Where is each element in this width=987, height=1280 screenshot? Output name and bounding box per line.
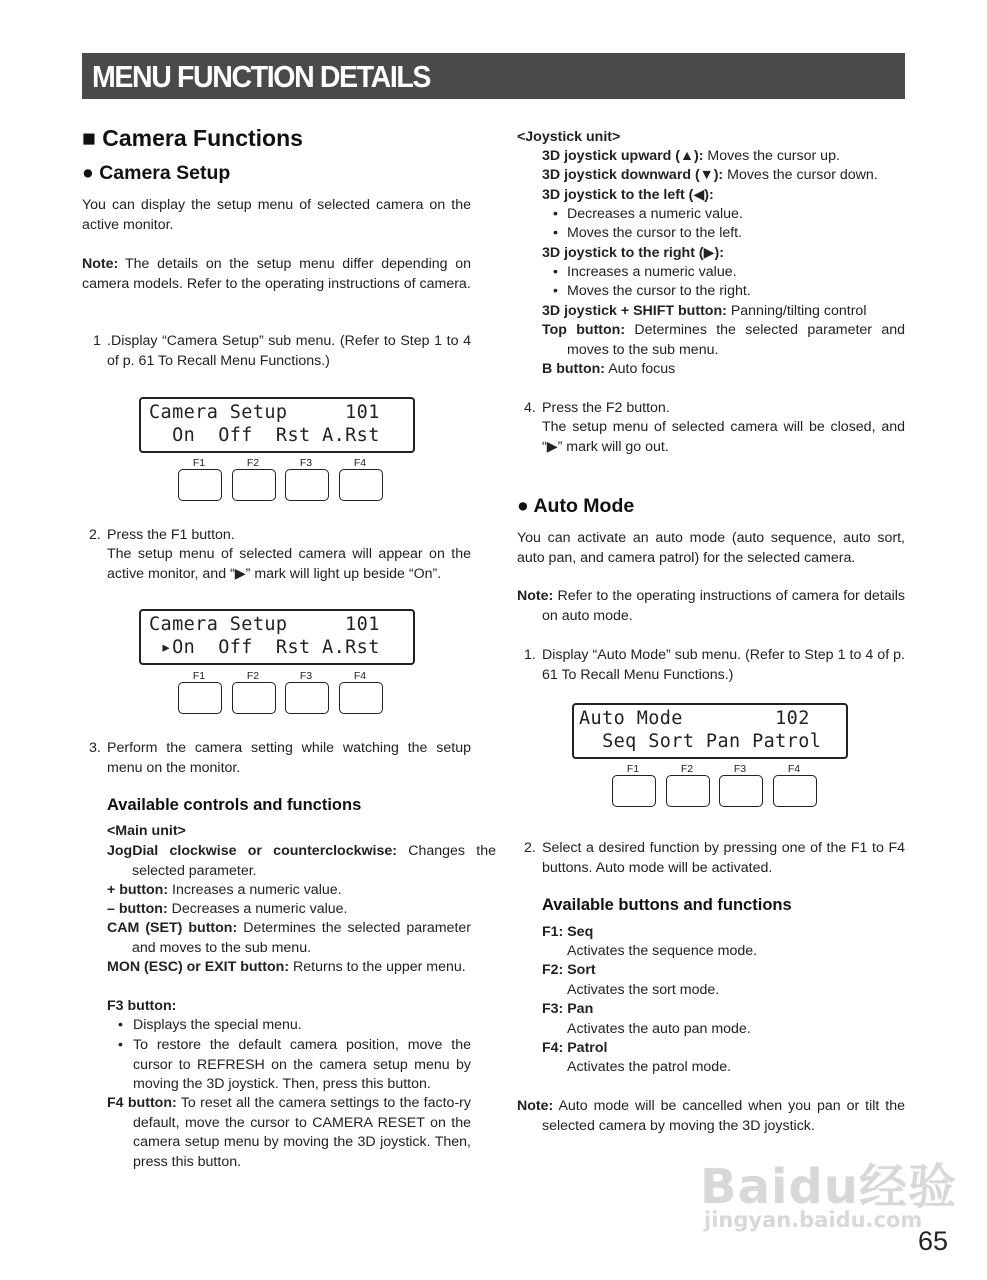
joystick-up-item: 3D joystick upward (▲): Moves the cursor up. xyxy=(542,148,840,164)
controls-title: Available controls and functions xyxy=(107,796,362,814)
auto-mode-note: Note: Refer to the operating instructions of camera for details on auto mode. xyxy=(517,588,906,624)
lcd-display-auto-mode xyxy=(572,703,848,759)
f3-label: F3 xyxy=(733,763,747,775)
f2-label: F2 xyxy=(246,457,260,469)
bullet-dot: • xyxy=(553,225,558,241)
lcd-line-2: On Off Rst A.Rst xyxy=(149,425,380,446)
joystick-left-bullet-2: Moves the cursor to the left. xyxy=(567,225,743,241)
joystick-right-bullet-2: Moves the cursor to the right. xyxy=(567,283,751,299)
f4-key xyxy=(773,775,817,807)
step1-text: .Display “Camera Setup” sub menu. (Refer to Step 1 to 4 of p. 61 To Recall Menu Functions.) xyxy=(107,333,471,369)
step4-text-1: Press the F2 button. xyxy=(542,400,670,416)
f4-patrol-label: F4: Patrol xyxy=(542,1040,608,1056)
f3-bullet-1: Displays the special menu. xyxy=(133,1017,302,1033)
f2-sort-label: F2: Sort xyxy=(542,962,596,978)
note-label: Note: xyxy=(82,256,119,272)
step4-number: 4. xyxy=(524,400,536,416)
step2-number: 2. xyxy=(89,527,101,543)
f1-key xyxy=(612,775,656,807)
subsection-title: ● Camera Setup xyxy=(82,162,231,184)
joystick-right-bullet-1: Increases a numeric value. xyxy=(567,264,737,280)
page-title: MENU FUNCTION DETAILS xyxy=(92,59,431,94)
f3-label: F3 xyxy=(299,457,313,469)
intro-text: You can display the setup menu of selected camera on the active monitor. xyxy=(82,197,471,233)
joystick-left-heading: 3D joystick to the left (◀): xyxy=(542,187,714,203)
bullet-dot: • xyxy=(118,1037,123,1053)
lcd-display-camera-setup-on xyxy=(139,609,415,665)
bullet-dot: • xyxy=(553,206,558,222)
f1-label: F1 xyxy=(192,457,206,469)
f4-key xyxy=(339,469,383,501)
joystick-shift-item: 3D joystick + SHIFT button: Panning/tilting control xyxy=(542,303,867,319)
joystick-left-bullet-1: Decreases a numeric value. xyxy=(567,206,743,222)
step3-text: Perform the camera setting while watching the setup menu on the monitor. xyxy=(107,740,471,776)
f1-seq-label: F1: Seq xyxy=(542,924,594,940)
baidu-watermark-url: jingyan.baidu.com xyxy=(704,1208,923,1232)
plus-button-item: + button: Increases a numeric value. xyxy=(107,882,342,898)
f2-label: F2 xyxy=(246,670,260,682)
main-unit-heading: <Main unit> xyxy=(107,823,186,839)
f4-label: F4 xyxy=(353,457,367,469)
f2-key xyxy=(666,775,710,807)
f4-label: F4 xyxy=(353,670,367,682)
f1-label: F1 xyxy=(192,670,206,682)
page-number: 65 xyxy=(918,1226,949,1256)
note-text: The details on the setup menu differ depending on camera models. Refer to the operating instructions of camera. xyxy=(82,256,471,292)
lcd-line-2: Seq Sort Pan Patrol xyxy=(579,731,822,752)
step1-number: 1 xyxy=(93,333,101,349)
b-button-item: B button: Auto focus xyxy=(542,361,676,377)
f2-key xyxy=(232,682,276,714)
lcd-line-1: Camera Setup 101 xyxy=(149,614,380,635)
f3-pan-label: F3: Pan xyxy=(542,1001,594,1017)
lcd-line-2: ▸On Off Rst A.Rst xyxy=(149,637,380,658)
f3-key xyxy=(285,682,329,714)
step2-text-1: Press the F1 button. xyxy=(107,527,235,543)
lcd-line-1: Camera Setup 101 xyxy=(149,402,380,423)
buttons-title: Available buttons and functions xyxy=(542,896,792,914)
f2-key xyxy=(232,469,276,501)
mon-esc-button-item: MON (ESC) or EXIT button: Returns to the upper menu. xyxy=(107,959,466,975)
auto-step2-number: 2. xyxy=(524,840,536,856)
jogdial-item: JogDial clockwise or counterclockwise: Changes the selected parameter. xyxy=(107,843,496,879)
joystick-unit-heading: <Joystick unit> xyxy=(517,129,621,145)
auto-mode-title: ● Auto Mode xyxy=(517,495,635,517)
f2-label: F2 xyxy=(680,763,694,775)
f1-seq-text: Activates the sequence mode. xyxy=(567,943,758,959)
lcd-display-camera-setup xyxy=(139,397,415,453)
baidu-watermark: Baidu经验 xyxy=(700,1159,957,1215)
f1-key xyxy=(178,682,222,714)
f3-label: F3 xyxy=(299,670,313,682)
section-title: ■ Camera Functions xyxy=(82,125,303,151)
f3-key xyxy=(285,469,329,501)
step2-text-2: The setup menu of selected camera will appear on the active monitor, and “▶” mark will light up beside “On”. xyxy=(107,546,471,582)
cam-set-button-item: CAM (SET) button: Determines the selected parameter and moves to the sub menu. xyxy=(107,920,471,956)
minus-button-item: – button: Decreases a numeric value. xyxy=(107,901,348,917)
joystick-right-heading: 3D joystick to the right (▶): xyxy=(542,245,724,261)
top-button-item: Top button: Determines the selected parameter and moves to the sub menu. xyxy=(542,322,905,358)
joystick-down-item: 3D joystick downward (▼): Moves the cursor down. xyxy=(542,167,878,183)
f1-key xyxy=(178,469,222,501)
header-bar xyxy=(82,53,905,99)
f3-key xyxy=(719,775,763,807)
step4-text-2: The setup menu of selected camera will be closed, and “▶” mark will go out. xyxy=(542,419,905,455)
f3-bullet-2: To restore the default camera position, move the cursor to REFRESH on the camera setup menu by moving the 3D joystick. Then, press this button. xyxy=(133,1037,471,1092)
bullet-dot: • xyxy=(553,264,558,280)
f3-pan-text: Activates the auto pan mode. xyxy=(567,1021,751,1037)
f2-sort-text: Activates the sort mode. xyxy=(567,982,720,998)
step3-number: 3. xyxy=(89,740,101,756)
auto-step1-number: 1. xyxy=(524,647,536,663)
final-note: Note: Auto mode will be cancelled when you pan or tilt the selected camera by moving the 3D joystick. xyxy=(517,1098,905,1134)
bullet-dot: • xyxy=(118,1017,123,1033)
auto-step1-text: Display “Auto Mode” sub menu. (Refer to Step 1 to 4 of p. 61 To Recall Menu Functions.) xyxy=(542,647,905,683)
f4-patrol-text: Activates the patrol mode. xyxy=(567,1059,732,1075)
lcd-line-1: Auto Mode 102 xyxy=(579,708,810,729)
bullet-dot: • xyxy=(553,283,558,299)
auto-step2-text: Select a desired function by pressing one of the F1 to F4 buttons. Auto mode will be activated. xyxy=(542,840,905,876)
f1-label: F1 xyxy=(626,763,640,775)
f4-label: F4 xyxy=(787,763,801,775)
f4-key xyxy=(339,682,383,714)
auto-mode-intro: You can activate an auto mode (auto sequence, auto sort, auto pan, and camera patrol) for the selected camera. xyxy=(517,530,905,566)
f3-button-heading: F3 button: xyxy=(107,998,177,1014)
f4-button-item: F4 button: To reset all the camera settings to the facto-ry default, move the cursor to CAMERA RESET on the camera setup menu by moving the 3D joystick. Then, press this button. xyxy=(107,1095,471,1170)
